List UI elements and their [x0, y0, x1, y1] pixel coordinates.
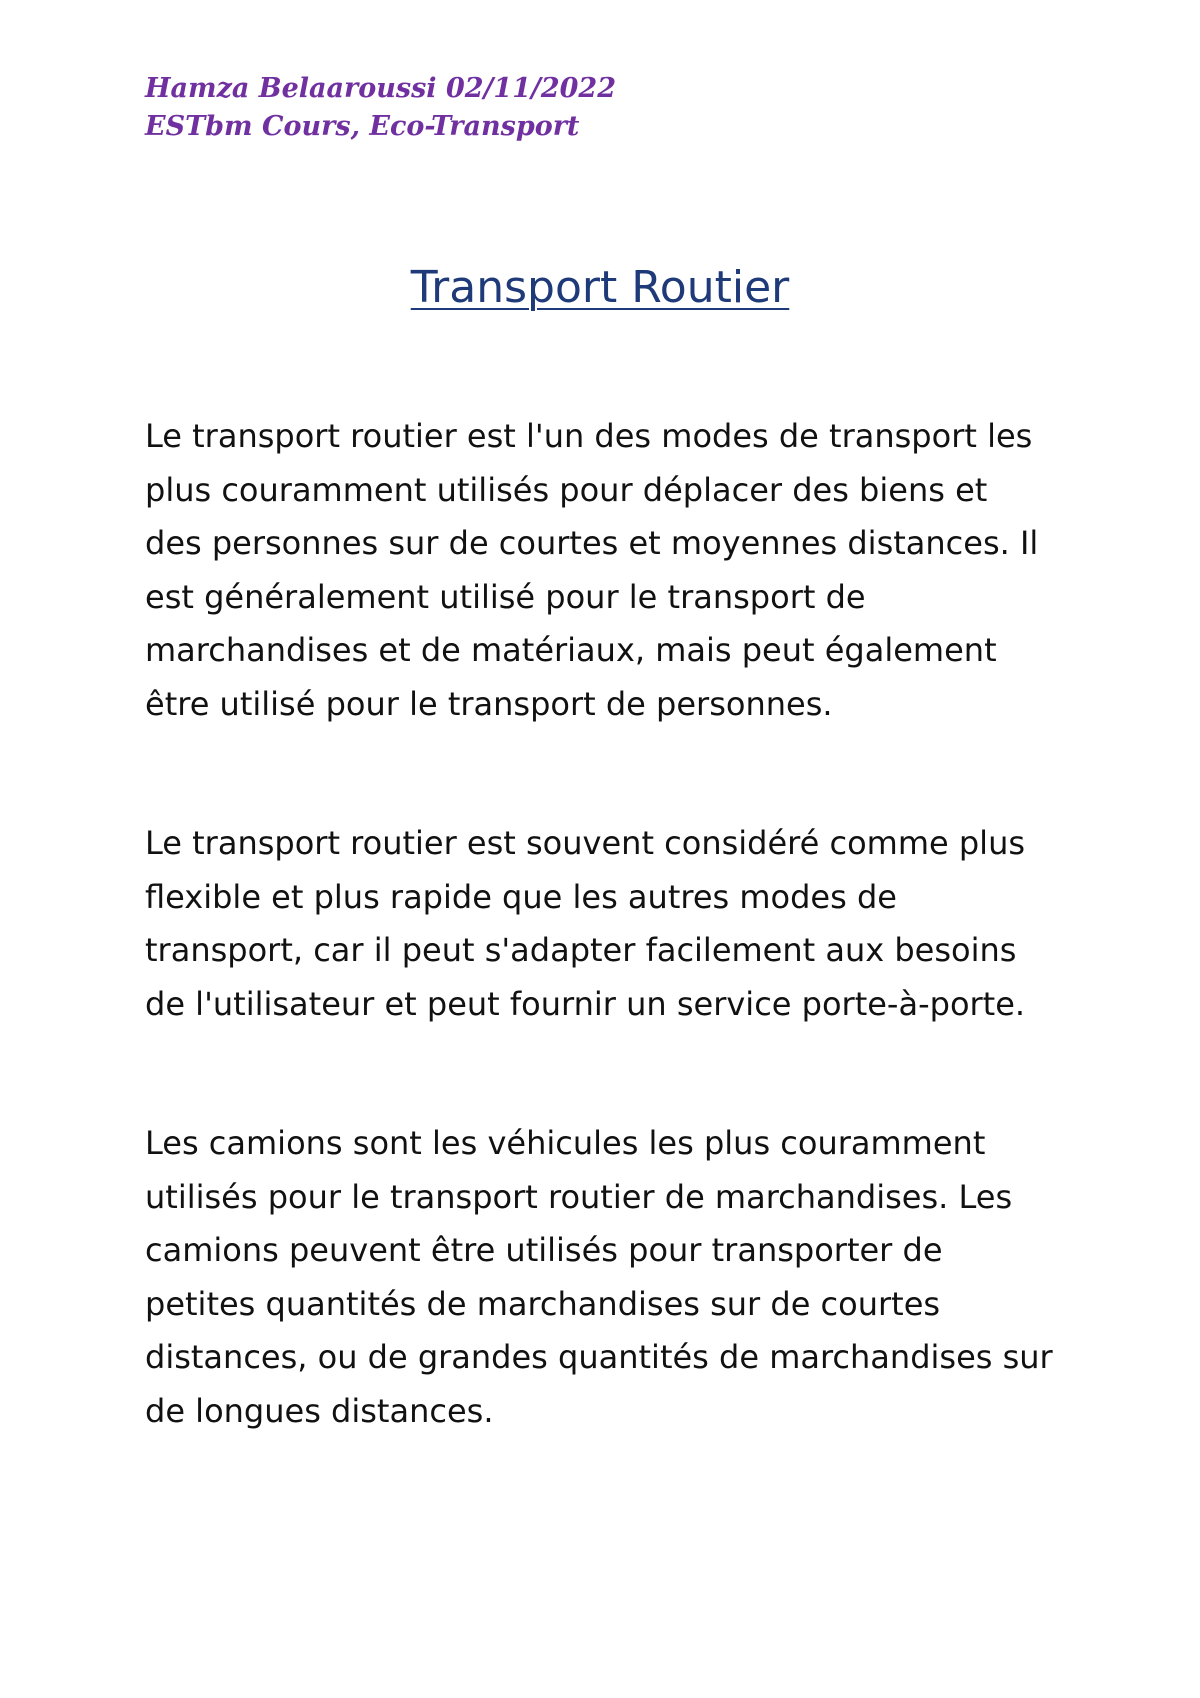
paragraph-3 — [145, 1117, 1075, 1438]
author-date-line: Hamza Belaaroussi 02/11/2022 — [145, 73, 616, 104]
page-title: Transport Routier — [410, 262, 790, 313]
course-line: ESTbm Cours, Eco-Transport — [145, 111, 580, 142]
paragraph-line: distances, ou de grandes quantités de marchandises sur — [145, 1338, 1053, 1376]
paragraph-line: camions peuvent être utilisés pour transporter de — [145, 1231, 943, 1269]
paragraph-line: est généralement utilisé pour le transport de — [145, 577, 866, 616]
paragraph-line: marchandises et de matériaux, mais peut également — [145, 631, 997, 669]
paragraph-line: petites quantités de marchandises sur de courtes — [145, 1284, 941, 1323]
paragraph-line: des personnes sur de courtes et moyennes distances. Il — [145, 524, 1039, 562]
paragraph-line: Le transport routier est souvent considéré comme plus — [145, 824, 1026, 862]
paragraph-line: être utilisé pour le transport de personnes. — [145, 684, 833, 723]
paragraph-line: Le transport routier est l'un des modes de transport les — [145, 417, 1033, 455]
paragraph-line: Les camions sont les véhicules les plus couramment — [145, 1124, 986, 1162]
paragraph-line: de longues distances. — [145, 1391, 494, 1430]
paragraph-line: transport, car il peut s'adapter facilement aux besoins — [145, 931, 1017, 969]
paragraph-line: utilisés pour le transport routier de marchandises. Les — [145, 1177, 1013, 1216]
document-header — [145, 70, 616, 146]
paragraph-line: flexible et plus rapide que les autres modes de — [145, 877, 897, 916]
paragraph-1 — [145, 410, 1075, 731]
paragraph-line: de l'utilisateur et peut fournir un service porte-à-porte. — [145, 984, 1026, 1023]
paragraph-line: plus couramment utilisés pour déplacer des biens et — [145, 470, 988, 509]
paragraph-2 — [145, 817, 1075, 1031]
